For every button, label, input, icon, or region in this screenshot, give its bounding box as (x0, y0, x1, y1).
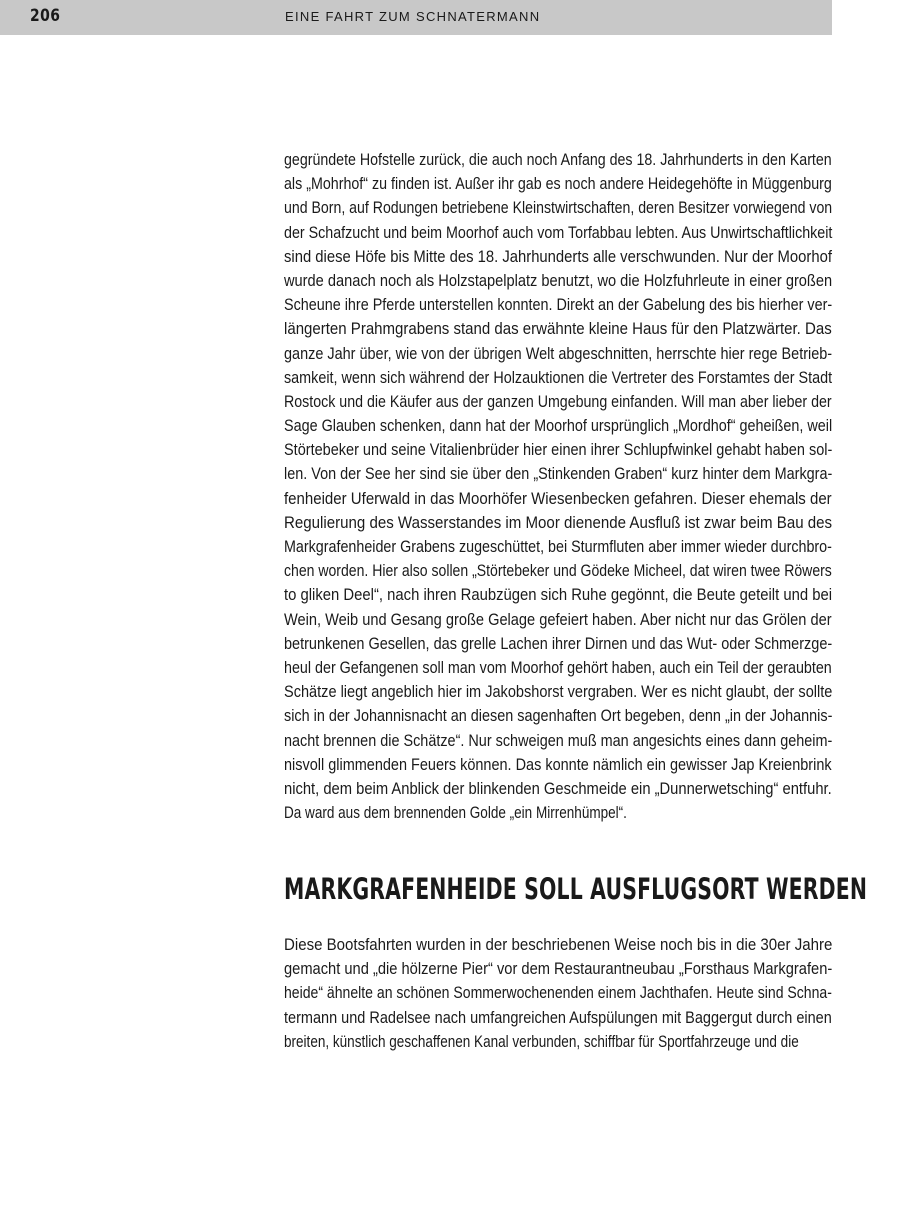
running-title: EINE FAHRT ZUM SCHNATERMANN (285, 9, 541, 24)
text-line: Sage Glauben schenken, dann hat der Moorhof ursprünglich „Mordhof“ geheißen, weil (284, 417, 833, 436)
page-number: 206 (30, 6, 61, 26)
text-line: Schätze liegt angeblich hier im Jakobshorst vergraben. Wer es nicht glaubt, der sollte (284, 683, 833, 702)
text-line: breiten, künstlich geschaffenen Kanal verbunden, schiffbar für Sportfahrzeuge und die (284, 1032, 799, 1051)
body-paragraph-1 (284, 148, 832, 825)
text-line: sind diese Höfe bis Mitte des 18. Jahrhunderts alle verschwunden. Nur der Moorhof (284, 247, 832, 266)
text-line: Markgrafenheider Grabens zugeschüttet, bei Sturmfluten aber immer wieder durchbro- (284, 538, 832, 556)
text-line: ganze Jahr über, wie von der übrigen Welt abgeschnitten, herrschte hier rege Betrieb- (284, 344, 833, 363)
text-line: samkeit, wenn sich während der Holzauktionen die Vertreter des Forstamtes der Stadt (284, 368, 833, 387)
text-line: der Schafzucht und beim Moorhof auch vom Torfabbau lebten. Aus Unwirtschaftlichkeit (284, 223, 833, 242)
text-line: wurde danach noch als Holzstapelplatz benutzt, wo die Holzfuhrleute in einer großen (284, 271, 833, 290)
text-line: betrunkenen Gesellen, das grelle Lachen ihrer Dirnen und das Wut- oder Schmerzge- (284, 634, 833, 653)
text-line: to gliken Deel“, nach ihren Raubzügen sich Ruhe gegönnt, die Beute geteilt und bei (284, 586, 833, 605)
text-line: Störtebeker und seine Vitalienbrüder hier einen ihrer Schlupfwinkel gehabt haben sol- (284, 441, 833, 460)
text-line: Wein, Weib und Gesang große Gelage gefeiert haben. Aber nicht nur das Grölen der (284, 610, 832, 629)
text-line: als „Mohrhof“ zu finden ist. Außer ihr gab es noch andere Heidegehöfte in Müggenburg (284, 175, 832, 194)
text-line: Rostock und die Käufer aus der ganzen Umgebung einfanden. Will man aber lieber der (284, 392, 832, 411)
text-line: fenheider Uferwald in das Moorhöfer Wiesenbecken gefahren. Dieser ehemals der (284, 489, 832, 508)
text-line: gegründete Hofstelle zurück, die auch noch Anfang des 18. Jahrhunderts in den Karten (284, 151, 832, 169)
text-line: und Born, auf Rodungen betriebene Kleinstwirtschaften, deren Besitzer vorwiegend von (284, 199, 833, 218)
text-line: Regulierung des Wasserstandes im Moor dienende Ausfluß ist zwar beim Bau des (284, 513, 833, 532)
text-line: Da ward aus dem brennenden Golde „ein Mirrenhümpel“. (284, 804, 627, 823)
text-line: termann und Radelsee nach umfangreichen Aufspülungen mit Baggergut durch einen (284, 1008, 832, 1027)
text-line: Diese Bootsfahrten wurden in der beschriebenen Weise noch bis in die 30er Jahre (284, 936, 833, 954)
text-line: Scheune ihre Pferde unterstellen konnten. Direkt an der Gabelung des bis hierher ver- (284, 296, 833, 315)
text-line: gemacht und „die hölzerne Pier“ vor dem Restaurantneubau „Forsthaus Markgrafen- (284, 960, 833, 979)
text-line: heide“ ähnelte an schönen Sommerwochenenden einem Jachthafen. Heute sind Schna- (284, 984, 832, 1003)
text-line: chen worden. Hier also sollen „Störtebeker und Gödeke Micheel, dat wiren twee Röwers (284, 562, 832, 581)
body-paragraph-2 (284, 933, 832, 1054)
text-line: nisvoll glimmenden Feuers können. Das konnte nämlich ein gewisser Jap Kreienbrink (284, 755, 832, 774)
text-line: längerten Prahmgrabens stand das erwähnte kleine Haus für den Platzwärter. Das (284, 320, 832, 339)
text-line: nacht brennen die Schätze“. Nur schweigen muß man angesichts eines dann geheim- (284, 731, 833, 750)
text-line: nicht, dem beim Anblick der blinkenden Geschmeide ein „Dunnerwetsching“ entfuhr. (284, 779, 832, 798)
section-heading: MARKGRAFENHEIDE SOLL AUSFLUGSORT WERDEN (284, 872, 868, 906)
running-header (0, 0, 832, 35)
text-line: len. Von der See her sind sie über den „Stinkenden Graben“ kurz hinter dem Markgra- (284, 465, 833, 484)
text-line: heul der Gefangenen soll man vom Moorhof gehört haben, auch ein Teil der geraubten (284, 658, 832, 677)
text-line: sich in der Johannisnacht an diesen sagenhaften Ort begeben, denn „in der Johannis- (284, 707, 833, 726)
